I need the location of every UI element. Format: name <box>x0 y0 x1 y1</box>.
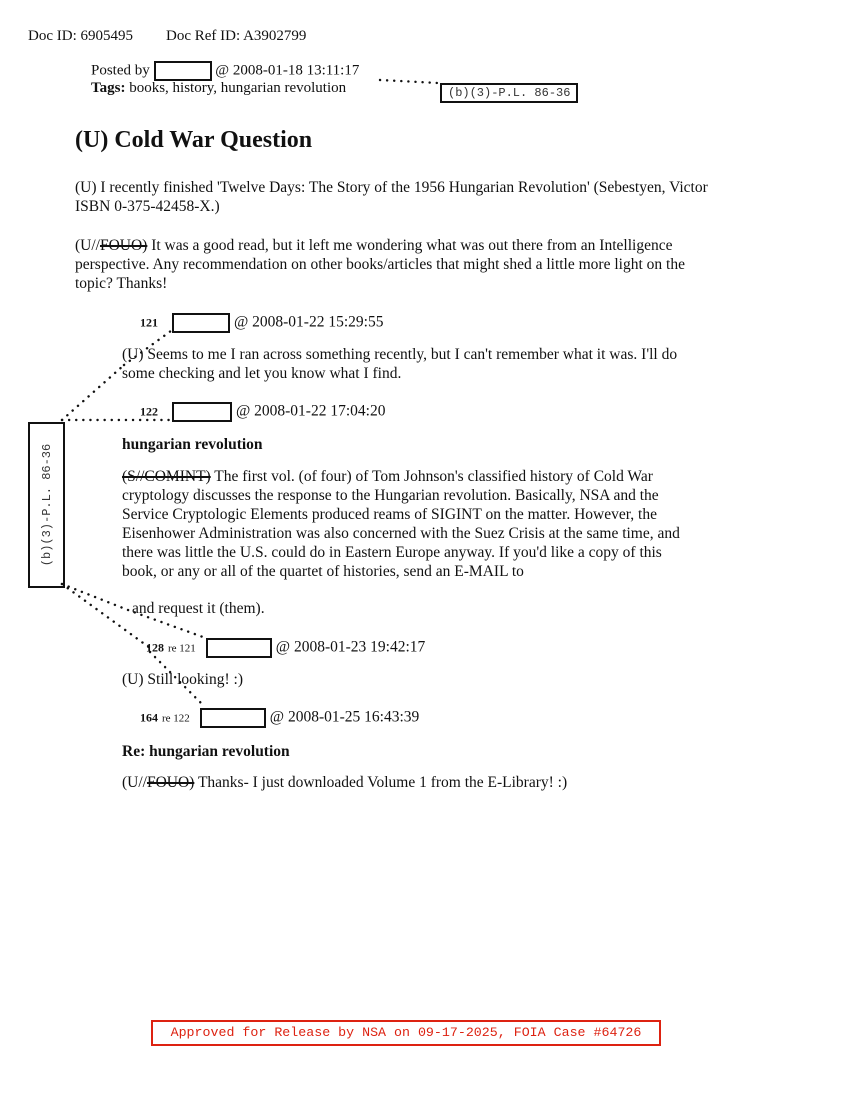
comment-121-line2: some checking and let you know what I find. <box>122 365 402 382</box>
post-p2-marking: FOUO) <box>99 237 148 254</box>
exemption-stamp-side-text: (b)(3)-P.L. 86-36 <box>39 443 54 567</box>
comment-122-subject: hungarian revolution <box>122 436 263 453</box>
leader-121 <box>124 328 175 365</box>
comment-timestamp: @ 2008-01-23 19:42:17 <box>275 638 426 656</box>
comment-122-line5: there was little the U.S. could do in Eastern Europe anyway. If you'd like a copy of this <box>122 544 662 561</box>
posted-timestamp: @ 2008-01-18 13:11:17 <box>215 62 360 79</box>
leader-top <box>380 80 438 83</box>
comment-122-marking: (S//COMINT) <box>122 468 211 485</box>
doc-ref-id: Doc Ref ID: A3902799 <box>166 28 307 44</box>
post-p2-prefix: (U// <box>75 237 100 254</box>
post-p2-line2: perspective. Any recommendation on other books/articles that might shed a little more light on the <box>75 256 685 273</box>
comment-121-line1: (U) Seems to me I ran across something recently, but I can't remember what it was. I'll do <box>122 346 678 363</box>
post-p1-line2: ISBN 0-375-42458-X.) <box>75 198 220 215</box>
comment-164-line1: Thanks- I just downloaded Volume 1 from the E-Library! :) <box>194 774 568 791</box>
release-footer: Approved for Release by NSA on 09-17-2025, FOIA Case #64726 <box>151 1020 661 1046</box>
comment-reply-to: re 122 <box>162 712 190 725</box>
leader-128-164 <box>150 652 205 707</box>
comment-reply-to: re 121 <box>168 642 196 655</box>
post-p2-line1: It was a good read, but it left me wondering what was out there from an Intelligence <box>147 237 673 254</box>
comment-timestamp: @ 2008-01-22 15:29:55 <box>234 313 384 331</box>
comment-122-line4: Eisenhower Administration was also concerned with the Suez Crisis at the same time, and <box>122 525 680 542</box>
leader-side-128 <box>62 584 150 648</box>
comment-164-prefix: (U// <box>122 774 147 791</box>
doc-id: Doc ID: 6905495 <box>28 28 133 44</box>
comment-timestamp: @ 2008-01-25 16:43:39 <box>269 708 420 726</box>
comment-122-line1: The first vol. (of four) of Tom Johnson's classified history of Cold War <box>210 468 653 485</box>
comment-128-line1: (U) Still looking! :) <box>122 671 243 688</box>
post-p2-line3: topic? Thanks! <box>75 275 168 292</box>
comment-number: 122 <box>140 404 158 419</box>
tags-value: books, history, hungarian revolution <box>129 80 347 96</box>
comment-164-marking: FOUO) <box>146 774 195 791</box>
comment-122-line7: and request it (them). <box>132 600 265 617</box>
leader-side-request <box>62 584 128 610</box>
exemption-stamp-top: (b)(3)-P.L. 86-36 <box>440 83 578 103</box>
tags-label: Tags: <box>91 80 126 96</box>
comment-number: 128 <box>146 640 164 655</box>
comment-number: 164 <box>140 710 158 725</box>
comment-122-line2: cryptology discusses the response to the Hungarian revolution. Basically, NSA and the <box>122 487 659 504</box>
comment-122-line6: book, or any or all of the quartet of histories, send an E-MAIL to <box>122 563 524 580</box>
leader-side-121 <box>62 365 124 420</box>
posted-by-label: Posted by <box>91 62 150 79</box>
leader-request <box>128 610 203 637</box>
post-p1-line1: (U) I recently finished 'Twelve Days: The Story of the 1956 Hungarian Revolution' (Sebestyen, Victor <box>75 179 708 196</box>
comment-timestamp: @ 2008-01-22 17:04:20 <box>236 402 386 420</box>
post-title: (U) Cold War Question <box>75 127 313 153</box>
comment-122-line3: Service Cryptologic Elements produced reams of SIGINT on the matter. However, the <box>122 506 657 523</box>
comment-number: 121 <box>140 315 158 330</box>
comment-164-subject: Re: hungarian revolution <box>122 743 290 760</box>
